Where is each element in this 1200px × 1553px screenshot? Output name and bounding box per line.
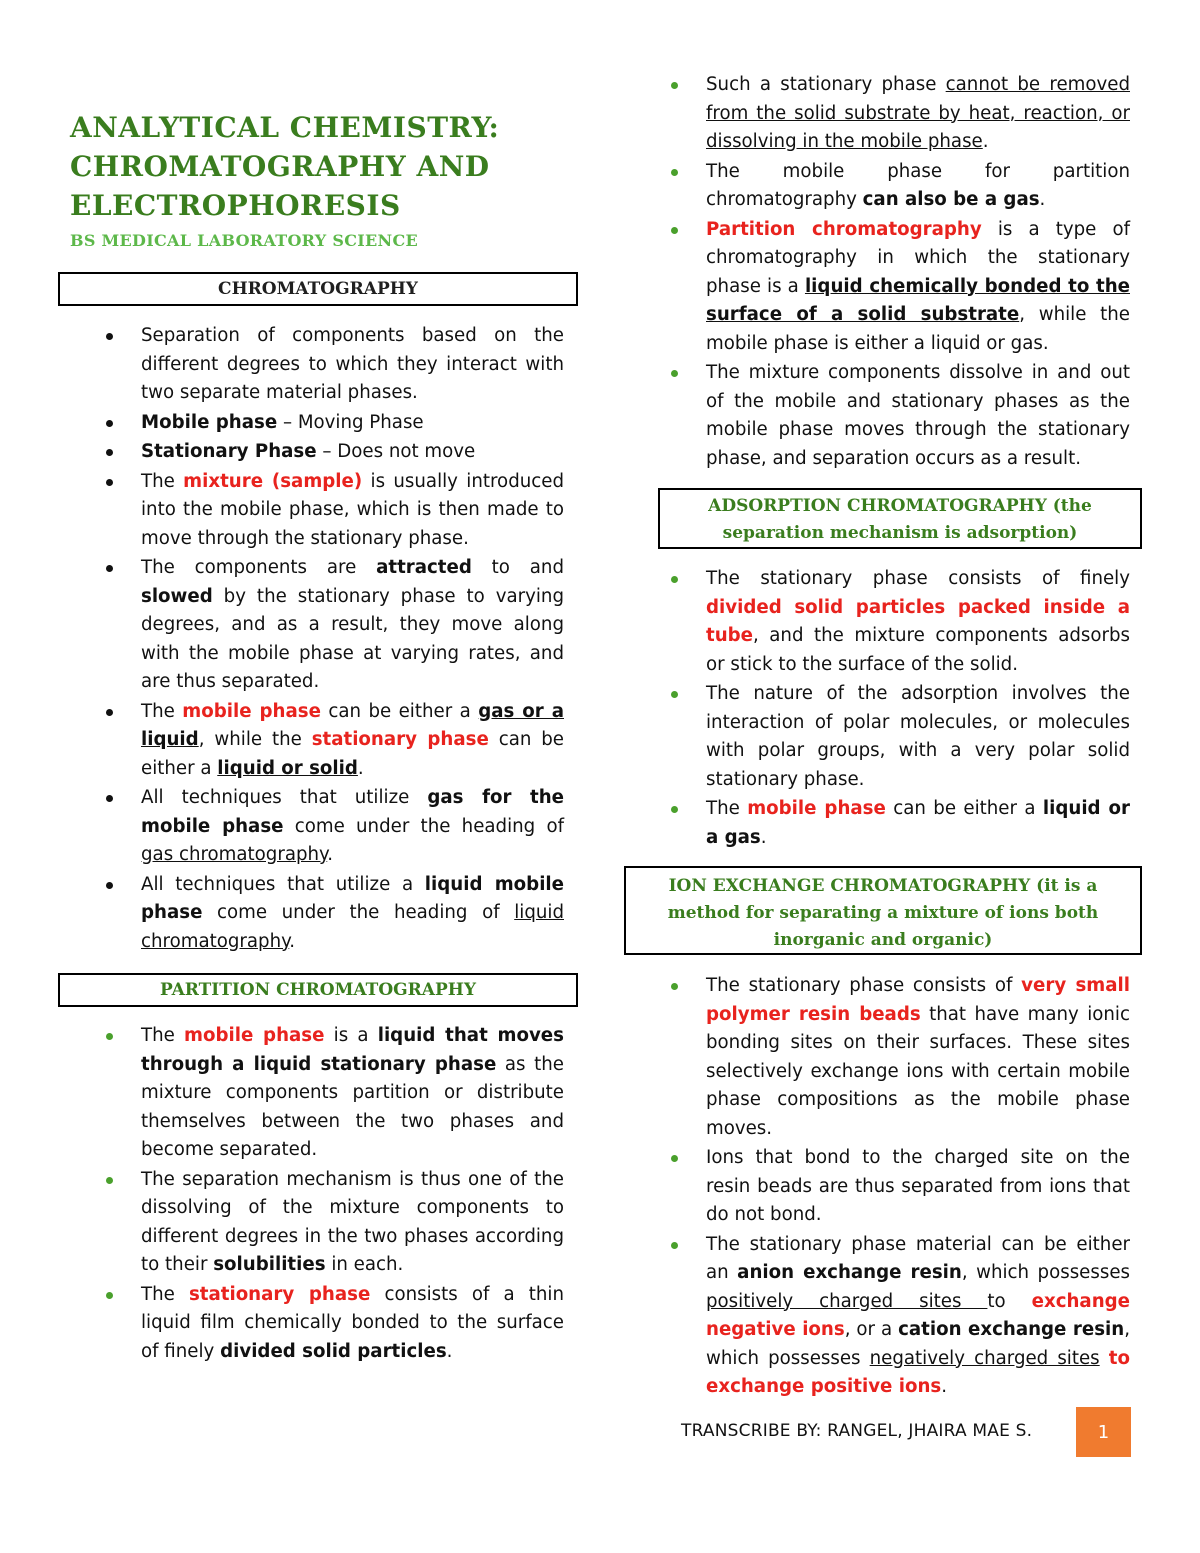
page-number-badge (1076, 1407, 1131, 1457)
list-item: Such a stationary phase cannot be removed from the solid substrate by heat, reaction, or dissolving in the mobile phase. (706, 71, 1130, 157)
page-number: 1 (1097, 1421, 1110, 1443)
title-line-2: CHROMATOGRAPHY AND (70, 150, 490, 183)
title-line-1: ANALYTICAL CHEMISTRY: (70, 111, 500, 144)
chromatography-list (141, 322, 564, 957)
document-title (70, 108, 590, 225)
ion-exchange-list (706, 972, 1130, 1403)
list-item: The stationary phase consists of a thin liquid film chemically bonded to the surface of finely divided solid particles. (141, 1281, 564, 1367)
list-item: The mobile phase can be either a gas or a liquid, while the stationary phase can be either a liquid or solid. (141, 698, 564, 784)
list-item: The mixture (sample) is usually introduced into the mobile phase, which is then made to move through the stationary phase. (141, 468, 564, 554)
partition-list-right (706, 71, 1130, 474)
list-item: The components are attracted to and slowed by the stationary phase to varying degrees, and as a result, they move along with the mobile phase at varying rates, and are thus separated. (141, 554, 564, 697)
transcriber-credit: TRANSCRIBE BY: RANGEL, JHAIRA MAE S. (681, 1421, 1033, 1441)
list-item: The separation mechanism is thus one of the dissolving of the mixture components to different degrees in the two phases according to their solubilities in each. (141, 1166, 564, 1280)
list-item: Ions that bond to the charged site on the resin beads are thus separated from ions that do not bond. (706, 1144, 1130, 1230)
list-item: Mobile phase – Moving Phase (141, 409, 564, 438)
list-item: The mobile phase for partition chromatography can also be a gas. (706, 158, 1130, 215)
chromatography-heading: CHROMATOGRAPHY (58, 272, 578, 306)
list-item: Separation of components based on the different degrees to which they interact with two separate material phases. (141, 322, 564, 408)
partition-heading: PARTITION CHROMATOGRAPHY (58, 973, 578, 1007)
document-subtitle: BS MEDICAL LABORATORY SCIENCE (70, 231, 419, 250)
adsorption-list (706, 565, 1130, 853)
partition-list-left (141, 1022, 564, 1367)
adsorption-heading: ADSORPTION CHROMATOGRAPHY (the separation mechanism is adsorption) (658, 488, 1142, 549)
list-item: All techniques that utilize a liquid mobile phase come under the heading of liquid chromatography. (141, 871, 564, 957)
ion-exchange-heading: ION EXCHANGE CHROMATOGRAPHY (it is a method for separating a mixture of ions both inorganic and organic) (624, 866, 1142, 955)
list-item: The mobile phase is a liquid that moves through a liquid stationary phase as the mixture components partition or distribute themselves between the two phases and become separated. (141, 1022, 564, 1165)
list-item: The stationary phase material can be either an anion exchange resin, which possesses positively charged sites to exchange negative ions, or a cation exchange resin, which possesses negatively charged sites to exchange positive ions. (706, 1231, 1130, 1402)
list-item: The mixture components dissolve in and out of the mobile and stationary phases as the mobile phase moves through the stationary phase, and separation occurs as a result. (706, 359, 1130, 473)
list-item: Partition chromatography is a type of chromatography in which the stationary phase is a liquid chemically bonded to the surface of a solid substrate, while the mobile phase is either a liquid or gas. (706, 216, 1130, 359)
list-item: All techniques that utilize gas for the mobile phase come under the heading of gas chromatography. (141, 784, 564, 870)
list-item: The mobile phase can be either a liquid or a gas. (706, 795, 1130, 852)
list-item: The stationary phase consists of finely divided solid particles packed inside a tube, and the mixture components adsorbs or stick to the surface of the solid. (706, 565, 1130, 679)
list-item: The stationary phase consists of very small polymer resin beads that have many ionic bonding sites on their surfaces. These sites selectively exchange ions with certain mobile phase compositions as the mobile phase moves. (706, 972, 1130, 1143)
list-item: The nature of the adsorption involves the interaction of polar molecules, or molecules with polar groups, with a very polar solid stationary phase. (706, 680, 1130, 794)
title-line-3: ELECTROPHORESIS (70, 189, 401, 222)
list-item: Stationary Phase – Does not move (141, 438, 564, 467)
